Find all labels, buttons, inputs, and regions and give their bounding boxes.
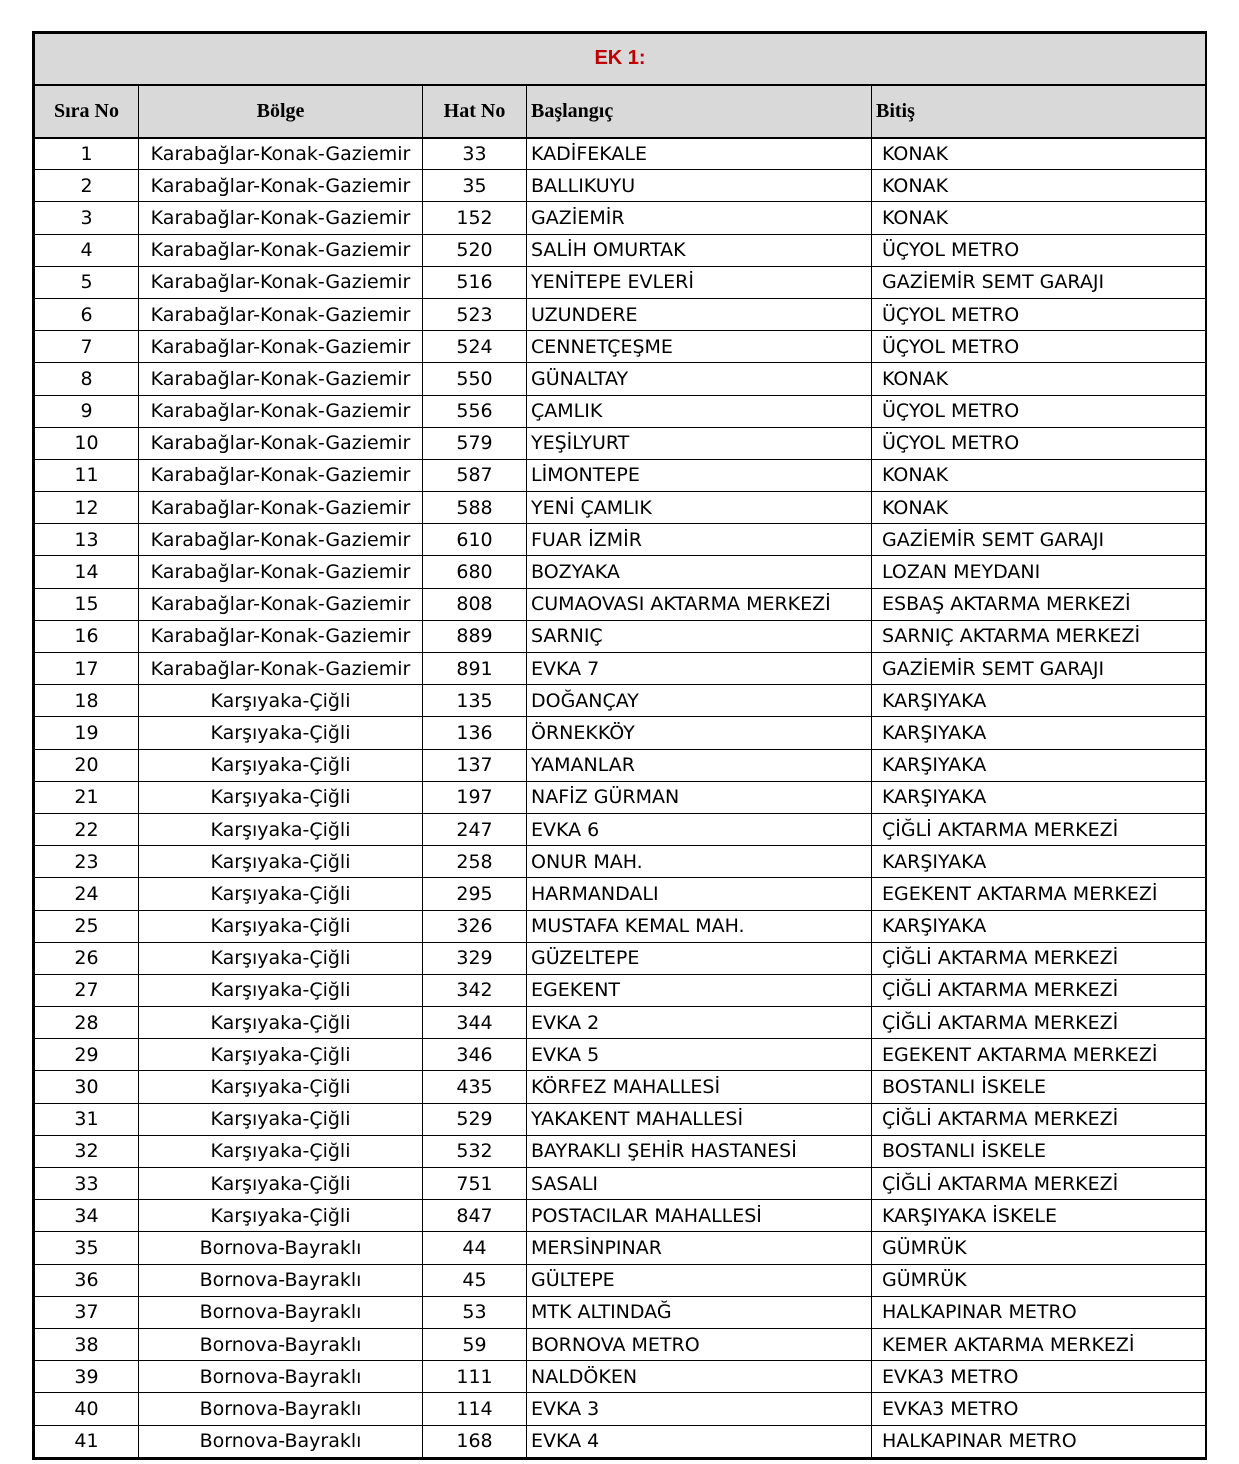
- table-row: [35, 1103, 1206, 1135]
- cell-hat-no: 35: [423, 170, 527, 202]
- cell-baslangic: ONUR MAH.: [527, 846, 872, 878]
- header-sira-no: Sıra No: [35, 85, 139, 138]
- cell-baslangic: MUSTAFA KEMAL MAH.: [527, 910, 872, 942]
- table-row: [35, 1393, 1206, 1425]
- cell-bolge: Karabağlar-Konak-Gaziemir: [139, 588, 423, 620]
- cell-baslangic: FUAR İZMİR: [527, 524, 872, 556]
- table-row: [35, 653, 1206, 685]
- cell-hat-no: 520: [423, 234, 527, 266]
- cell-baslangic: KADİFEKALE: [527, 138, 872, 170]
- cell-baslangic: YEŞİLYURT: [527, 427, 872, 459]
- table-row: [35, 331, 1206, 363]
- cell-sira-no: 1: [35, 138, 139, 170]
- table-row: [35, 524, 1206, 556]
- cell-hat-no: 136: [423, 717, 527, 749]
- cell-sira-no: 6: [35, 298, 139, 330]
- cell-sira-no: 22: [35, 813, 139, 845]
- cell-sira-no: 5: [35, 266, 139, 298]
- cell-hat-no: 751: [423, 1168, 527, 1200]
- cell-hat-no: 550: [423, 363, 527, 395]
- table-row: [35, 717, 1206, 749]
- cell-sira-no: 10: [35, 427, 139, 459]
- cell-hat-no: 326: [423, 910, 527, 942]
- cell-hat-no: 588: [423, 492, 527, 524]
- table-row: [35, 878, 1206, 910]
- cell-bolge: Karşıyaka-Çiğli: [139, 942, 423, 974]
- cell-baslangic: CUMAOVASI AKTARMA MERKEZİ: [527, 588, 872, 620]
- table-row: [35, 1264, 1206, 1296]
- cell-bitis: ESBAŞ AKTARMA MERKEZİ: [872, 588, 1206, 620]
- cell-hat-no: 587: [423, 459, 527, 491]
- cell-sira-no: 29: [35, 1039, 139, 1071]
- cell-bolge: Karşıyaka-Çiğli: [139, 781, 423, 813]
- cell-bolge: Karşıyaka-Çiğli: [139, 1007, 423, 1039]
- cell-bitis: KONAK: [872, 363, 1206, 395]
- cell-sira-no: 2: [35, 170, 139, 202]
- cell-baslangic: BORNOVA METRO: [527, 1328, 872, 1360]
- cell-bitis: ÇİĞLİ AKTARMA MERKEZİ: [872, 813, 1206, 845]
- cell-bitis: ÇİĞLİ AKTARMA MERKEZİ: [872, 1007, 1206, 1039]
- cell-sira-no: 33: [35, 1168, 139, 1200]
- cell-bolge: Karşıyaka-Çiğli: [139, 846, 423, 878]
- cell-baslangic: YAMANLAR: [527, 749, 872, 781]
- cell-baslangic: SALİH OMURTAK: [527, 234, 872, 266]
- cell-sira-no: 20: [35, 749, 139, 781]
- cell-sira-no: 37: [35, 1296, 139, 1328]
- cell-baslangic: YENİ ÇAMLIK: [527, 492, 872, 524]
- cell-baslangic: DOĞANÇAY: [527, 685, 872, 717]
- cell-hat-no: 45: [423, 1264, 527, 1296]
- cell-baslangic: EVKA 3: [527, 1393, 872, 1425]
- cell-bolge: Karabağlar-Konak-Gaziemir: [139, 395, 423, 427]
- cell-bitis: ÇİĞLİ AKTARMA MERKEZİ: [872, 942, 1206, 974]
- cell-bitis: KARŞIYAKA: [872, 846, 1206, 878]
- cell-baslangic: EVKA 2: [527, 1007, 872, 1039]
- cell-bolge: Karşıyaka-Çiğli: [139, 717, 423, 749]
- cell-bolge: Karabağlar-Konak-Gaziemir: [139, 653, 423, 685]
- table-row: [35, 1168, 1206, 1200]
- cell-sira-no: 26: [35, 942, 139, 974]
- cell-bitis: GÜMRÜK: [872, 1232, 1206, 1264]
- cell-baslangic: NAFİZ GÜRMAN: [527, 781, 872, 813]
- cell-bitis: KARŞIYAKA: [872, 749, 1206, 781]
- cell-sira-no: 15: [35, 588, 139, 620]
- table-row: [35, 1425, 1206, 1457]
- cell-baslangic: EVKA 4: [527, 1425, 872, 1457]
- route-table: [34, 33, 1206, 1458]
- cell-hat-no: 556: [423, 395, 527, 427]
- cell-bolge: Karşıyaka-Çiğli: [139, 910, 423, 942]
- cell-hat-no: 33: [423, 138, 527, 170]
- cell-hat-no: 891: [423, 653, 527, 685]
- cell-hat-no: 342: [423, 974, 527, 1006]
- table-row: [35, 492, 1206, 524]
- table-row: [35, 781, 1206, 813]
- cell-bitis: KARŞIYAKA: [872, 685, 1206, 717]
- cell-sira-no: 31: [35, 1103, 139, 1135]
- table-row: [35, 234, 1206, 266]
- cell-bitis: HALKAPINAR METRO: [872, 1425, 1206, 1457]
- cell-sira-no: 14: [35, 556, 139, 588]
- cell-bolge: Karşıyaka-Çiğli: [139, 1168, 423, 1200]
- cell-bitis: GAZİEMİR SEMT GARAJI: [872, 653, 1206, 685]
- cell-bolge: Bornova-Bayraklı: [139, 1361, 423, 1393]
- cell-hat-no: 889: [423, 620, 527, 652]
- cell-bolge: Karşıyaka-Çiğli: [139, 1071, 423, 1103]
- cell-baslangic: UZUNDERE: [527, 298, 872, 330]
- table-row: [35, 202, 1206, 234]
- cell-bitis: KONAK: [872, 202, 1206, 234]
- table-title: EK 1:: [35, 34, 1206, 85]
- table-row: [35, 395, 1206, 427]
- cell-bolge: Karabağlar-Konak-Gaziemir: [139, 524, 423, 556]
- cell-bolge: Karşıyaka-Çiğli: [139, 974, 423, 1006]
- cell-sira-no: 8: [35, 363, 139, 395]
- cell-sira-no: 13: [35, 524, 139, 556]
- cell-sira-no: 3: [35, 202, 139, 234]
- cell-baslangic: GÜZELTEPE: [527, 942, 872, 974]
- cell-hat-no: 197: [423, 781, 527, 813]
- cell-hat-no: 114: [423, 1393, 527, 1425]
- cell-hat-no: 344: [423, 1007, 527, 1039]
- cell-bolge: Bornova-Bayraklı: [139, 1296, 423, 1328]
- header-bolge: Bölge: [139, 85, 423, 138]
- cell-sira-no: 25: [35, 910, 139, 942]
- cell-baslangic: CENNETÇEŞME: [527, 331, 872, 363]
- cell-hat-no: 111: [423, 1361, 527, 1393]
- cell-hat-no: 247: [423, 813, 527, 845]
- table-row: [35, 974, 1206, 1006]
- cell-sira-no: 35: [35, 1232, 139, 1264]
- cell-baslangic: EVKA 7: [527, 653, 872, 685]
- table-row: [35, 1135, 1206, 1167]
- cell-sira-no: 28: [35, 1007, 139, 1039]
- cell-bitis: KARŞIYAKA İSKELE: [872, 1200, 1206, 1232]
- cell-bitis: LOZAN MEYDANI: [872, 556, 1206, 588]
- cell-baslangic: SASALI: [527, 1168, 872, 1200]
- cell-sira-no: 21: [35, 781, 139, 813]
- cell-bitis: ÜÇYOL METRO: [872, 331, 1206, 363]
- table-row: [35, 427, 1206, 459]
- cell-bolge: Karabağlar-Konak-Gaziemir: [139, 298, 423, 330]
- cell-bolge: Karşıyaka-Çiğli: [139, 749, 423, 781]
- cell-bitis: BOSTANLI İSKELE: [872, 1135, 1206, 1167]
- table-row: [35, 298, 1206, 330]
- cell-bitis: ÜÇYOL METRO: [872, 234, 1206, 266]
- cell-bolge: Karabağlar-Konak-Gaziemir: [139, 138, 423, 170]
- table-row: [35, 846, 1206, 878]
- cell-hat-no: 524: [423, 331, 527, 363]
- cell-baslangic: KÖRFEZ MAHALLESİ: [527, 1071, 872, 1103]
- cell-baslangic: MERSİNPINAR: [527, 1232, 872, 1264]
- cell-bitis: KARŞIYAKA: [872, 781, 1206, 813]
- cell-sira-no: 23: [35, 846, 139, 878]
- cell-bolge: Karabağlar-Konak-Gaziemir: [139, 363, 423, 395]
- table-row: [35, 813, 1206, 845]
- cell-bitis: EGEKENT AKTARMA MERKEZİ: [872, 1039, 1206, 1071]
- cell-hat-no: 329: [423, 942, 527, 974]
- cell-bolge: Karabağlar-Konak-Gaziemir: [139, 202, 423, 234]
- cell-hat-no: 529: [423, 1103, 527, 1135]
- cell-bitis: GAZİEMİR SEMT GARAJI: [872, 266, 1206, 298]
- cell-baslangic: YENİTEPE EVLERİ: [527, 266, 872, 298]
- cell-bolge: Karşıyaka-Çiğli: [139, 813, 423, 845]
- cell-bitis: ÇİĞLİ AKTARMA MERKEZİ: [872, 1103, 1206, 1135]
- cell-sira-no: 24: [35, 878, 139, 910]
- cell-bitis: EVKA3 METRO: [872, 1393, 1206, 1425]
- cell-bitis: ÇİĞLİ AKTARMA MERKEZİ: [872, 1168, 1206, 1200]
- cell-baslangic: POSTACILAR MAHALLESİ: [527, 1200, 872, 1232]
- cell-bitis: ÜÇYOL METRO: [872, 395, 1206, 427]
- cell-bitis: KONAK: [872, 170, 1206, 202]
- cell-bolge: Karabağlar-Konak-Gaziemir: [139, 492, 423, 524]
- cell-bitis: KONAK: [872, 138, 1206, 170]
- cell-baslangic: YAKAKENT MAHALLESİ: [527, 1103, 872, 1135]
- cell-bitis: GÜMRÜK: [872, 1264, 1206, 1296]
- table-row: [35, 910, 1206, 942]
- table-row: [35, 588, 1206, 620]
- table-row: [35, 170, 1206, 202]
- cell-baslangic: BAYRAKLI ŞEHİR HASTANESİ: [527, 1135, 872, 1167]
- cell-baslangic: BOZYAKA: [527, 556, 872, 588]
- header-hat-no: Hat No: [423, 85, 527, 138]
- table-row: [35, 1232, 1206, 1264]
- cell-hat-no: 435: [423, 1071, 527, 1103]
- cell-bolge: Karabağlar-Konak-Gaziemir: [139, 459, 423, 491]
- cell-sira-no: 7: [35, 331, 139, 363]
- cell-hat-no: 847: [423, 1200, 527, 1232]
- cell-hat-no: 44: [423, 1232, 527, 1264]
- cell-bolge: Karabağlar-Konak-Gaziemir: [139, 556, 423, 588]
- cell-baslangic: HARMANDALI: [527, 878, 872, 910]
- cell-sira-no: 11: [35, 459, 139, 491]
- cell-hat-no: 532: [423, 1135, 527, 1167]
- cell-bolge: Karşıyaka-Çiğli: [139, 1039, 423, 1071]
- cell-baslangic: NALDÖKEN: [527, 1361, 872, 1393]
- cell-bolge: Bornova-Bayraklı: [139, 1264, 423, 1296]
- table-row: [35, 1361, 1206, 1393]
- table-row: [35, 1039, 1206, 1071]
- cell-bitis: ÜÇYOL METRO: [872, 427, 1206, 459]
- table-row: [35, 685, 1206, 717]
- header-bitis: Bitiş: [872, 85, 1206, 138]
- cell-bolge: Bornova-Bayraklı: [139, 1232, 423, 1264]
- cell-baslangic: GÜNALTAY: [527, 363, 872, 395]
- route-table-sheet: [32, 31, 1207, 1460]
- cell-bolge: Bornova-Bayraklı: [139, 1393, 423, 1425]
- cell-baslangic: MTK ALTINDAĞ: [527, 1296, 872, 1328]
- cell-bolge: Karşıyaka-Çiğli: [139, 1200, 423, 1232]
- cell-bitis: HALKAPINAR METRO: [872, 1296, 1206, 1328]
- cell-sira-no: 17: [35, 653, 139, 685]
- cell-bitis: KARŞIYAKA: [872, 717, 1206, 749]
- cell-bitis: KONAK: [872, 492, 1206, 524]
- cell-sira-no: 32: [35, 1135, 139, 1167]
- table-row: [35, 620, 1206, 652]
- cell-bolge: Bornova-Bayraklı: [139, 1328, 423, 1360]
- cell-bitis: KONAK: [872, 459, 1206, 491]
- cell-baslangic: LİMONTEPE: [527, 459, 872, 491]
- table-row: [35, 459, 1206, 491]
- cell-baslangic: GÜLTEPE: [527, 1264, 872, 1296]
- cell-hat-no: 258: [423, 846, 527, 878]
- cell-baslangic: EVKA 5: [527, 1039, 872, 1071]
- cell-sira-no: 9: [35, 395, 139, 427]
- cell-baslangic: SARNIÇ: [527, 620, 872, 652]
- header-baslangic: Başlangıç: [527, 85, 872, 138]
- cell-sira-no: 4: [35, 234, 139, 266]
- cell-bolge: Karabağlar-Konak-Gaziemir: [139, 234, 423, 266]
- cell-hat-no: 680: [423, 556, 527, 588]
- cell-sira-no: 16: [35, 620, 139, 652]
- cell-baslangic: GAZİEMİR: [527, 202, 872, 234]
- cell-bolge: Karabağlar-Konak-Gaziemir: [139, 331, 423, 363]
- cell-sira-no: 27: [35, 974, 139, 1006]
- cell-sira-no: 34: [35, 1200, 139, 1232]
- cell-hat-no: 579: [423, 427, 527, 459]
- cell-bitis: KEMER AKTARMA MERKEZİ: [872, 1328, 1206, 1360]
- cell-hat-no: 610: [423, 524, 527, 556]
- cell-sira-no: 38: [35, 1328, 139, 1360]
- cell-bolge: Karşıyaka-Çiğli: [139, 1135, 423, 1167]
- cell-bolge: Karabağlar-Konak-Gaziemir: [139, 620, 423, 652]
- table-row: [35, 749, 1206, 781]
- cell-bolge: Karabağlar-Konak-Gaziemir: [139, 427, 423, 459]
- cell-hat-no: 137: [423, 749, 527, 781]
- cell-sira-no: 12: [35, 492, 139, 524]
- cell-bolge: Karşıyaka-Çiğli: [139, 685, 423, 717]
- cell-sira-no: 41: [35, 1425, 139, 1457]
- cell-baslangic: EVKA 6: [527, 813, 872, 845]
- table-row: [35, 1296, 1206, 1328]
- cell-bitis: EGEKENT AKTARMA MERKEZİ: [872, 878, 1206, 910]
- cell-hat-no: 523: [423, 298, 527, 330]
- cell-baslangic: ÖRNEKKÖY: [527, 717, 872, 749]
- cell-bitis: SARNIÇ AKTARMA MERKEZİ: [872, 620, 1206, 652]
- cell-baslangic: BALLIKUYU: [527, 170, 872, 202]
- table-row: [35, 1200, 1206, 1232]
- cell-bitis: EVKA3 METRO: [872, 1361, 1206, 1393]
- cell-hat-no: 346: [423, 1039, 527, 1071]
- cell-bitis: KARŞIYAKA: [872, 910, 1206, 942]
- cell-bolge: Karşıyaka-Çiğli: [139, 878, 423, 910]
- table-row: [35, 138, 1206, 170]
- cell-bitis: ÜÇYOL METRO: [872, 298, 1206, 330]
- cell-bolge: Karabağlar-Konak-Gaziemir: [139, 266, 423, 298]
- table-row: [35, 1328, 1206, 1360]
- table-row: [35, 1071, 1206, 1103]
- table-row: [35, 1007, 1206, 1039]
- cell-bitis: GAZİEMİR SEMT GARAJI: [872, 524, 1206, 556]
- cell-bolge: Karşıyaka-Çiğli: [139, 1103, 423, 1135]
- cell-baslangic: EGEKENT: [527, 974, 872, 1006]
- header-row: [35, 85, 1206, 138]
- cell-hat-no: 168: [423, 1425, 527, 1457]
- table-row: [35, 266, 1206, 298]
- cell-sira-no: 39: [35, 1361, 139, 1393]
- cell-bitis: BOSTANLI İSKELE: [872, 1071, 1206, 1103]
- cell-hat-no: 59: [423, 1328, 527, 1360]
- cell-hat-no: 295: [423, 878, 527, 910]
- cell-bolge: Bornova-Bayraklı: [139, 1425, 423, 1457]
- cell-bolge: Karabağlar-Konak-Gaziemir: [139, 170, 423, 202]
- cell-hat-no: 152: [423, 202, 527, 234]
- cell-sira-no: 30: [35, 1071, 139, 1103]
- table-row: [35, 942, 1206, 974]
- cell-baslangic: ÇAMLIK: [527, 395, 872, 427]
- cell-sira-no: 36: [35, 1264, 139, 1296]
- cell-sira-no: 40: [35, 1393, 139, 1425]
- cell-bitis: ÇİĞLİ AKTARMA MERKEZİ: [872, 974, 1206, 1006]
- table-row: [35, 363, 1206, 395]
- table-title-row: [35, 34, 1206, 85]
- cell-hat-no: 808: [423, 588, 527, 620]
- cell-hat-no: 516: [423, 266, 527, 298]
- cell-hat-no: 53: [423, 1296, 527, 1328]
- cell-sira-no: 18: [35, 685, 139, 717]
- table-row: [35, 556, 1206, 588]
- cell-hat-no: 135: [423, 685, 527, 717]
- cell-sira-no: 19: [35, 717, 139, 749]
